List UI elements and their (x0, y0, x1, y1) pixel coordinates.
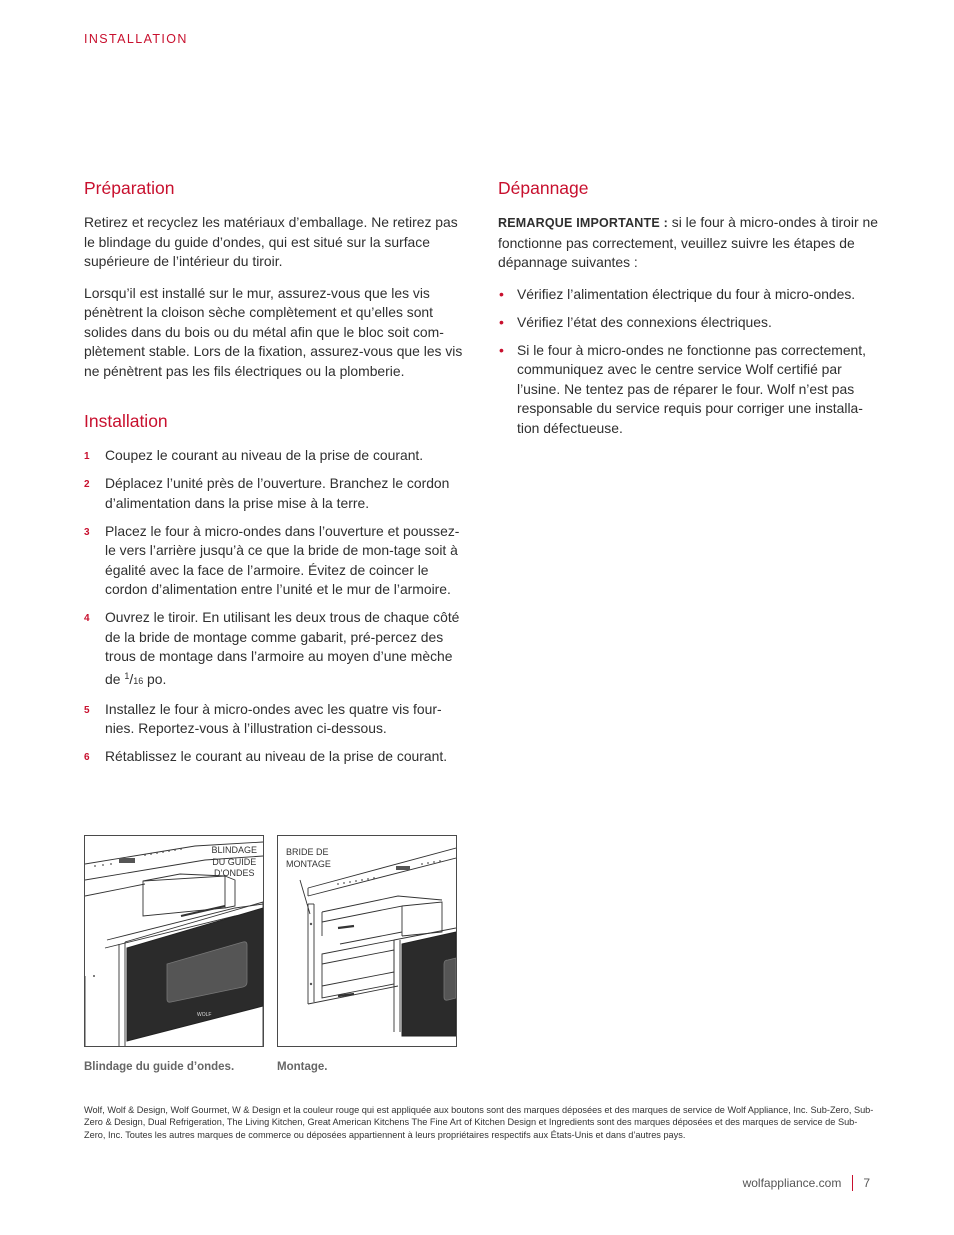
troubleshooting-item (498, 341, 878, 439)
page-footer (743, 1175, 870, 1191)
troubleshooting-item (498, 285, 878, 305)
installation-step (84, 474, 464, 513)
installation-steps (84, 446, 464, 767)
step-text: Ouvrez le tiroir. En utilisant les deux trous de chaque côté de la bride de montage comme gabarit, pré-percez des trous de montage dans l’armoire au moyen d’une mèche de (105, 609, 460, 687)
mounting-caption: Montage. (277, 1061, 328, 1073)
step-text: Déplacez l’unité près de l’ouverture. Branchez le cordon d’alimentation dans la prise mise à la terre. (105, 475, 450, 511)
installation-step: 4 Ouvrez le tiroir. En utilisant les deux trous de chaque côté de la bride de montage comme gabarit, pré-percez des trous de montage dans l’armoire au moyen d’une mèche de $^1$/16 po. (84, 609, 460, 687)
bullet-text: Vérifiez l’alimentation électrique du four à micro-ondes. (517, 285, 856, 302)
bullet-icon: • (499, 313, 504, 330)
bullet-icon: • (499, 341, 504, 358)
section-tag: INSTALLATION (84, 32, 188, 46)
important-note (498, 213, 878, 273)
step-number: 6 (84, 752, 90, 763)
waveguide-figure (84, 835, 264, 1047)
installation-step (84, 446, 464, 466)
legal-notice: Wolf, Wolf & Design, Wolf Gourmet, W & Design et la couleur rouge qui est appliquée aux boutons sont des marques déposées et des marques de service de Wolf Appliance, Inc. Sub-Zero, Sub-Zero & Design, Dual Refrigeration, The Living Kitchen, Great American Kitchens The Fine Art of Kitchen Design et Ingredients sont des marques déposées et des marques de service de Sub-Zero, Inc. Toutes les autres marques de commerce ou déposées appartiennent à leurs propriétaires respectifs aux États-Unis et dans d’autres pays. (84, 1105, 874, 1140)
mounting-figure (277, 835, 457, 1047)
bullet-icon: • (499, 285, 504, 302)
installation-step (84, 700, 464, 739)
bullet-text: Vérifiez l’état des connexions électriques. (517, 313, 772, 330)
preparation-paragraph: Lorsqu’il est installé sur le mur, assurez-vous que les vis pénètrent la cloison sèche complètement et qu’elles sont solides dans du bois ou du métal afin que le bloc soit com-plètement stable. Lors de la fixation, assurez-vous que les vis ne pénètrent pas les fils électriques ou la plomberie. (84, 284, 463, 379)
installation-step (84, 522, 464, 600)
step-number: 1 (84, 451, 90, 462)
fraction-numerator: 1 (124, 670, 130, 681)
right-column (498, 178, 878, 447)
installation-step (84, 747, 464, 767)
preparation-paragraph: Retirez et recyclez les matériaux d’emballage. Ne retirez pas le blindage du guide d’ondes, qui est situé sur la surface supérieure de l’intérieur du tiroir. (84, 214, 458, 269)
troubleshooting-list (498, 285, 878, 439)
waveguide-caption: Blindage du guide d’ondes. (84, 1061, 235, 1073)
brand-logo: WOLF (197, 1012, 212, 1018)
footer-separator (852, 1175, 853, 1191)
step-text: Placez le four à micro-ondes dans l’ouverture et poussez-le vers l’arrière jusqu’à ce que la bride de mon-tage soit à égalité avec la face de l’armoire. Évitez de coincer le cordon d’alimentation entre l’unité et le mur de l’armoire. (105, 522, 460, 597)
website-link[interactable]: wolfappliance.com (742, 1176, 842, 1190)
preparation-heading: Préparation (84, 178, 175, 198)
installation-heading: Installation (84, 411, 168, 431)
step-text: Installez le four à micro-ondes avec les quatre vis four-nies. Reportez-vous à l’illustration ci-dessous. (105, 700, 442, 736)
waveguide-label: BLINDAGE DU GUIDE D’ONDES (211, 845, 257, 878)
step-number: 2 (84, 479, 90, 490)
left-column (84, 178, 464, 775)
fraction-denominator: 16 (133, 675, 144, 686)
bullet-text: Si le four à micro-ondes ne fonctionne pas correctement, communiquez avec le centre service Wolf certifié par l’usine. Ne tentez pas de réparer le four. Wolf n’est pas responsable du service requis pour corriger une installa-tion défectueuse. (517, 341, 866, 436)
step-number: 3 (84, 526, 90, 538)
step-number: 5 (84, 704, 90, 716)
step-number: 4 (84, 613, 90, 624)
troubleshooting-item (498, 313, 878, 333)
note-label: REMARQUE IMPORTANTE : (498, 216, 668, 230)
step-text: Rétablissez le courant au niveau de la prise de courant. (105, 748, 448, 764)
bracket-label: BRIDE DE MONTAGE (286, 847, 331, 869)
note-text: si le four à micro-ondes à tiroir ne fonctionne pas correctement, veuillez suivre les étapes de dépannage suivantes : (498, 214, 878, 270)
depannage-heading: Dépannage (498, 178, 589, 198)
page-number: 7 (863, 1176, 870, 1190)
step-text-suffix: po. (143, 670, 167, 687)
step-text: Coupez le courant au niveau de la prise de courant. (105, 447, 424, 463)
